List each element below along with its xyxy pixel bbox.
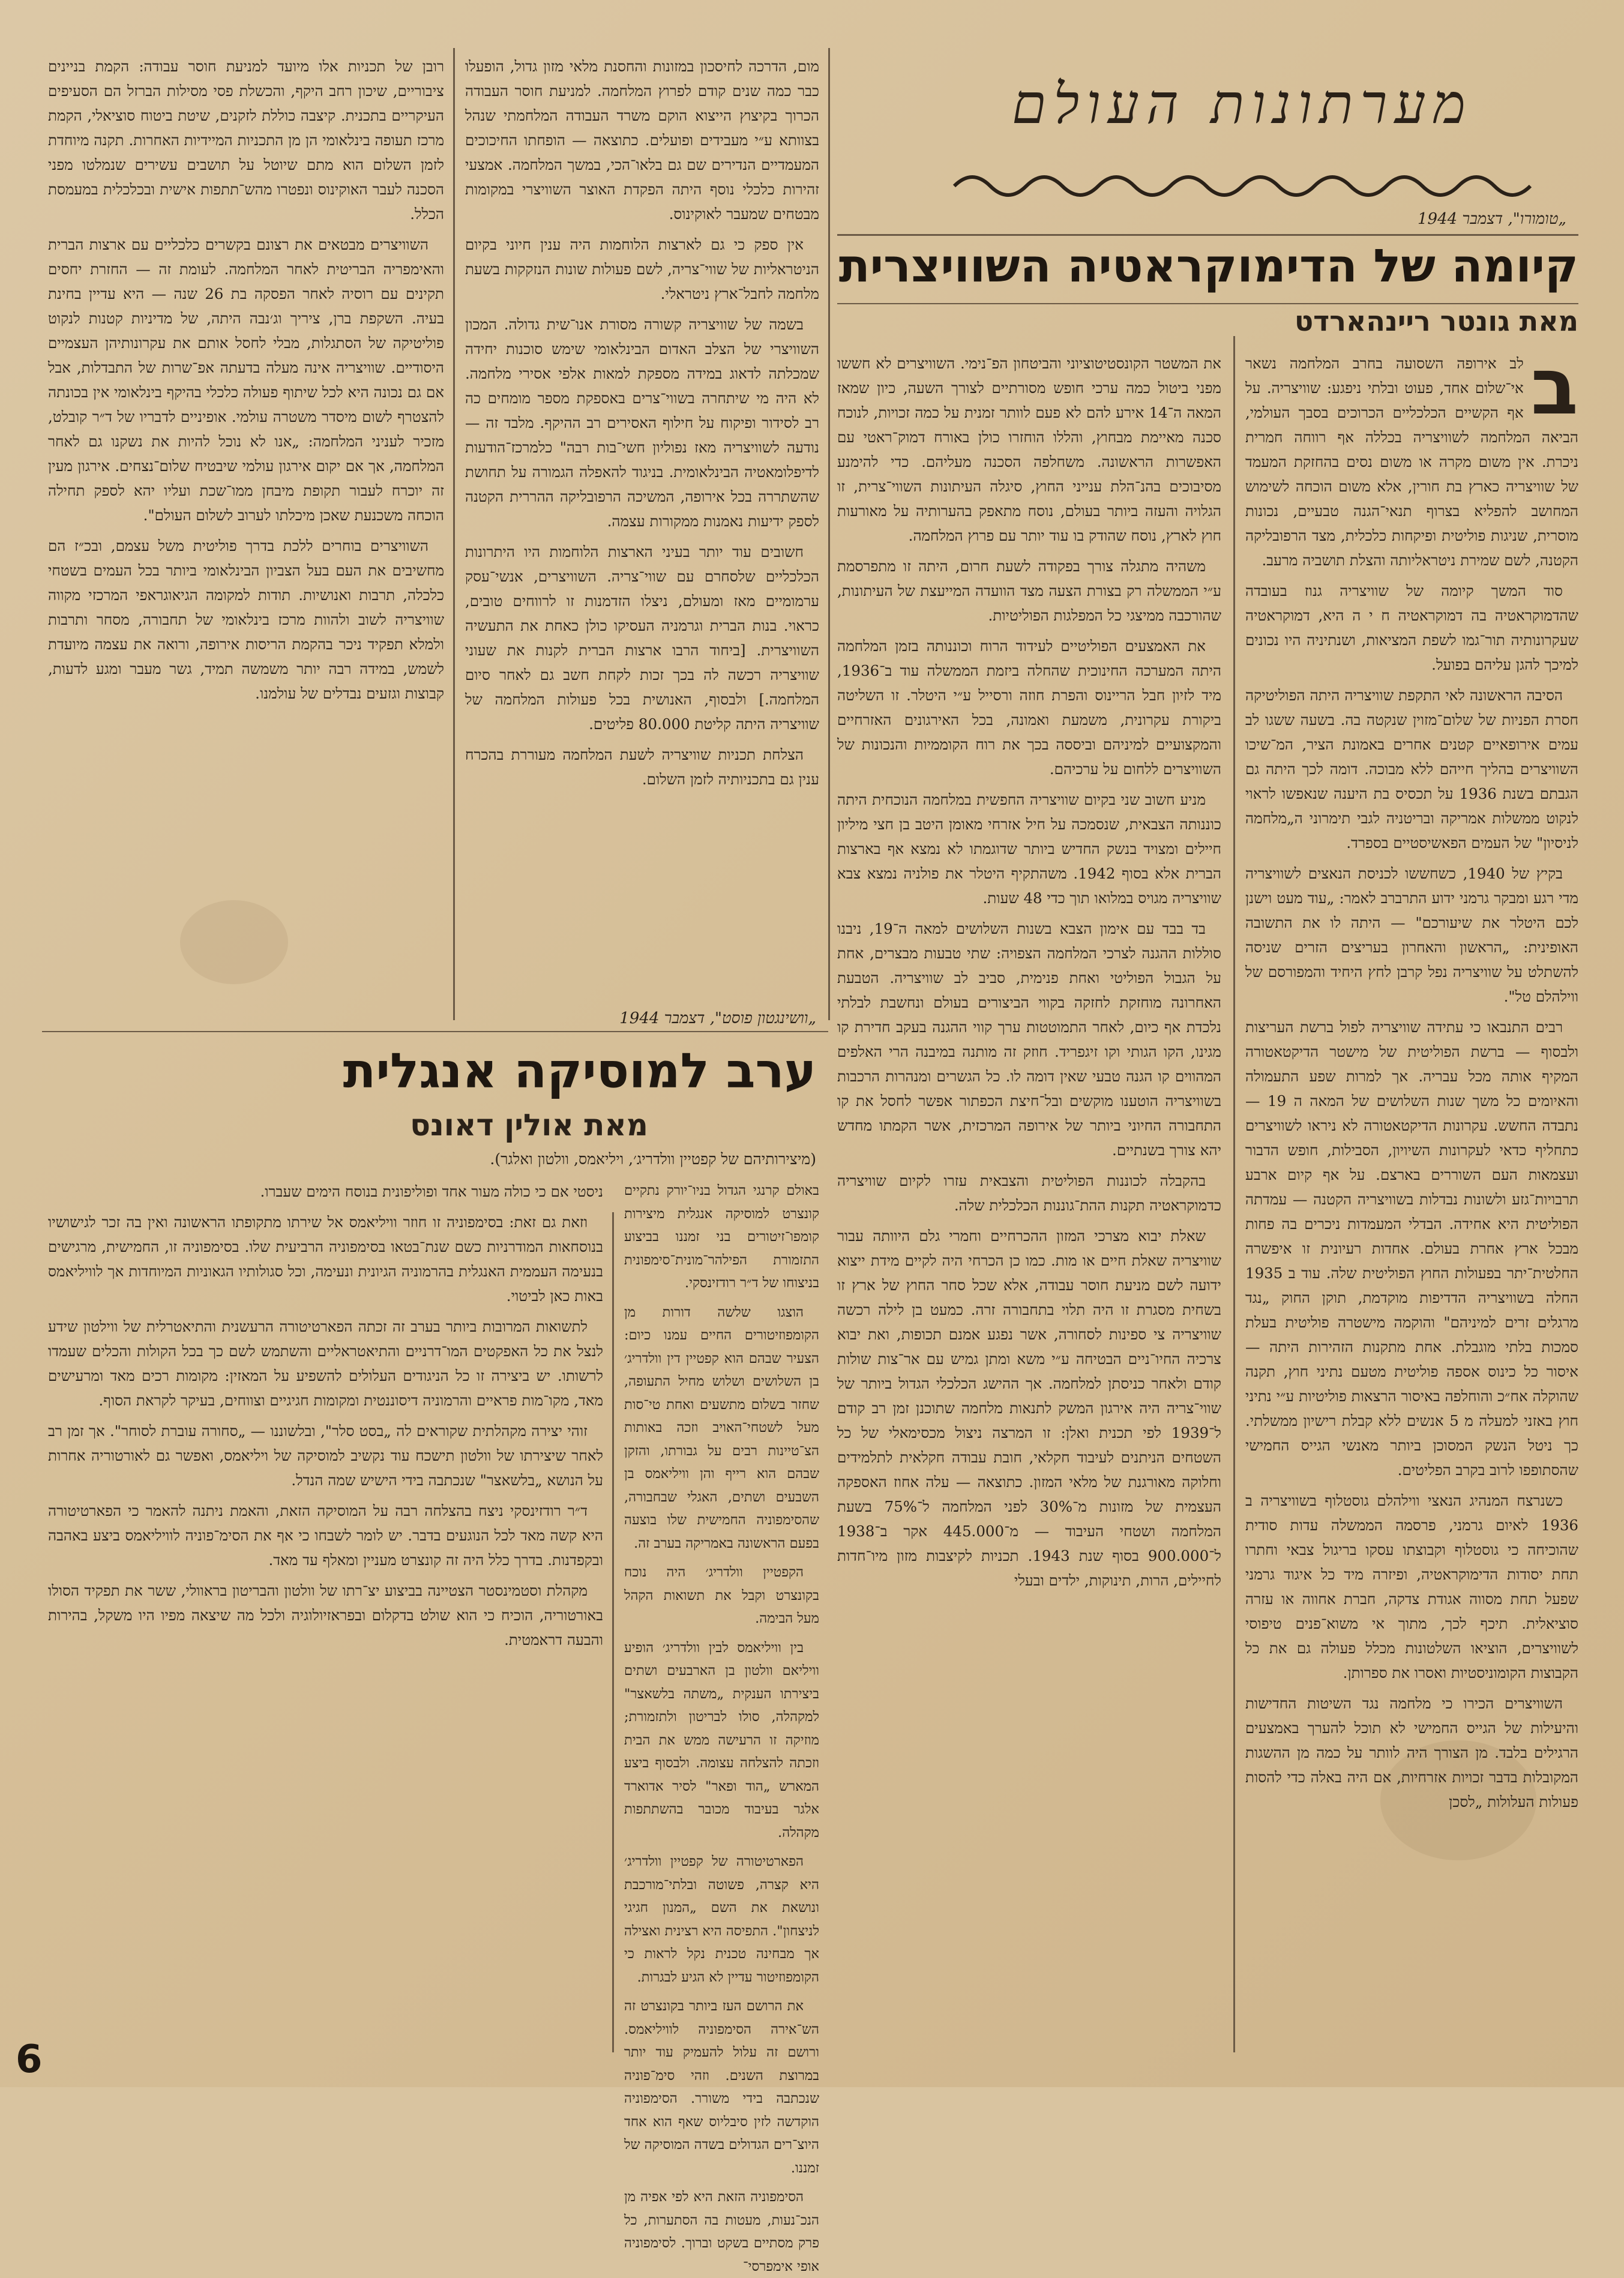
paragraph: זוהי יצירה מקהלתית שקוראים לה „בסט סלר", ובלשוננו — „סחורה עוברת לסוחר". אך זמן רב לאחר שיצירתו של וולטון תישכח עוד נקשיב למוסיקה של ויליאמס, ואפשר גם לאורטוריה אחרות על הנושא „בלשאצר" שנכתבה בידי הישיש שמה הנדל. (48, 1422, 603, 1489)
section-rule (42, 1031, 828, 1032)
paragraph: מום, הדרכה לחיסכון במזונות והחסנת מלאי מזון גדול, הופעלו כבר כמה שנים קודם לפרוץ המלחמה. למניעת חוסר העבודה הכרוך בקיצוץ הייצוא הוקם משרד העבודה המלחמתי שנהל בצוותא ע״י מעבידים ופועלים. כתוצאה — הופחתו החיכוכים המעמדיים הנדירים שם גם בלאו־הכי, במשך המלחמה. אמצעי זהירות כלכלי נוסף היתה הפקדת האוצר השוויצרי במקומות מבטחים שמעבר לאוקינוס. (465, 58, 819, 223)
logo-wave-ornament (954, 168, 1530, 204)
main-article-column-1 (1245, 341, 1578, 2049)
second-article-column-2 (48, 1179, 603, 2049)
masthead-logo (918, 48, 1566, 210)
main-article-column-4 (48, 54, 444, 1020)
paragraph: סוד המשך קיומה של שוויצריה גנוז בעובדה שהדמוקראטיה בה דמוקראטיה ח י ה היא, דמוקראטיה שעקרונותיה תור־גמו לשפת המציאות, ושנתיניה היו נכונים למיכך להגן עליהם בפועל. (1245, 582, 1578, 673)
paragraph: לתשואות המרובות ביותר בערב זה זכתה הפארטיטורה הרעשנית והתיאטרלית של ווילטון שידע לנצל את כל האפקטים המו־דרניים והתיאטראליים והשתמש לשם כך בכל הקולות והכלים שעמדו לרשותו. יש ביצירה זו כל הניגודים העלולים להשפיע על המאזין: מקומות רכים מאד ומרעישים מאד, מקו־מות פראיים והרמוניה דיסוננטית ומקומות חגיגיים וצווחים, בעיקר לקראת הסוף. (48, 1318, 603, 1409)
paragraph: רובן של תכניות אלו מיועד למניעת חוסר עבודה: הקמת בניינים ציבוריים, שיכון רחב היקף, והכשלת פסי מסילות הברזל הם הסעיפים העיקריים בתכנית. קיצבה כוללת לזקנים, שיטת ביטוח סוציאלי, הקמת מרכז תעופה בינלאומי הן מן התכניות המיידיות האחרות. תקנה מיוחדת לזמן השלום הוא מתם שיוטל על תושבים עשירים שנמלטו מפני הסכנה לעבר האוקינוס ונפטרו מהש־תתפות אישית ובכלכלית במעמסת הכלל. (48, 58, 444, 223)
paragraph: לב אירופה השסועה בחרב המלחמה נשאר אי־שלום אחד, פעוט ובלתי ניפגע: שוויצריה. על אף הקשיים הכלכליים הכרוכים בסבך העולמי, הביאה המלחמה לשוויצריה בכללה אף רווחה חמרית ניכרת. אין משום מקרה או משום נסים בהחזקת המעמד של שוויצריה כארץ בת חורין, אלא משום הוכחה לשימוש המחושב להפליא בצרוף תנאי־הגנה טבעיים, נכונות מוסרית, שניגות פוליטית ופיקחות כלכלית, מצד הרפובליקה הקטנה, לשם שמירת ניטראליותה והצלת תושביה מרעב. (1245, 355, 1578, 569)
second-article-source: „וושינגטון פוסט", דצמבר 1944 (619, 1009, 816, 1027)
paragraph: הסימפוניה הזאת היא לפי אפיה מן הנכ־נעות, מעטות בה הסתערות, כל פרק מסתיים בשקט וברוך. לסימפוניה אופי אימפרסי־ (624, 2189, 819, 2274)
second-article-column-1 (624, 1179, 819, 2274)
paragraph: בשמה של שוויצריה קשורה מסורת אנו־שית גדולה. המכון השוויצרי של הצלב האדום הבינלאומי שימש סוכנות יחידה שמכלתה לדאוג במידה מספקת למאות אלפי אסירי מלחמה. לא היה מי שיתחרה בשווי־צרים באספקת מספר מומחים כה רב לסידור ופיקוח על חילוף האסירים רב ההיקף. מלבד זה — נודעה לשוויצריה מאז נפוליון חשי־בות רבה" כלמרכז־הודעות לדיפלומאטיה הבינלאומית. בניגוד להאפלה הגמורה על תחושת שהשתררה בכל אירופה, המשיכה הרפובליקה ההררית הקטנה לספק ידיעות נאמנות ממקורות עצמה. (465, 316, 819, 530)
paragraph: משהיה מתגלה צורך בפקודה לשעת חרום, היתה זו מתפרסמת ע״י הממשלה רק בצורת הצעה מצד הוועדה המייעצת של העיתונות, שהורכבה ממיצגי כל המפלגות הפוליטיות. (837, 557, 1221, 624)
paragraph: שאלת יבוא מצרכי המזון ההכרחיים וחמרי גלם היוותה עבור שוויצריה שאלת חיים או מות. כמו כן הכרחי היה לקיים מידת ייצוא ידועה לשם מניעת חוסר עבודה, אלא שכל סחר החוץ של ארץ זו בשחית מסגרת זו היה תלוי בתחבורה זרה. כמעט בן לילה רכשה שוויצריה צי ספינות לסחורה, אשר נפגע אמנם תכופות, ואת יבוא צרכיה החיו־ניים הבטיחה ע״י משא ומתן גמיש עם אר־צות שולות קודם ולאחר כניסתן למלחמה. אך ההישג הכלכלי הגדול ביותר של שווי־צריה היה אירגון המשק לתנאות מלחמה שתוכנן זמן רב קודם ל־1939 לפי תכנית ואלן: זו המרצה ניצול מכסימאלי של כל השטחים הניתנים לעיבוד חקלאי, חובת עבודה חקלאית לתלמידים וחלוקה מאורגנת של מלאי המזון. כתוצאה — עלה אחוז האספקה העצמית של מזונות מ־30% לפני המלחמה ל־75% בשעת המלחמה ושטחי העיבוד — מ־445.000 אקר ב־1938 ל־900.000 בסוף שנת 1943. תכניות לקיצבות מזון מיו־חדות לחיילים, הרות, תינוקות, ילדים ובעלי (837, 1227, 1222, 1589)
second-article-headline: ערב למוסיקה אנגלית (343, 1043, 816, 1099)
main-article-byline: מאת גונטר ריינהארדט (1294, 305, 1578, 337)
second-article-byline: מאת אולין דאונס (410, 1108, 648, 1143)
column-rule (453, 48, 455, 1020)
paragraph: חשובים עוד יותר בעיני הארצות הלוחמות היו היתרונות הכלכליים שלסחרם עם שווי־צריה. השוויצרים, אנשי־עסק ערמומיים מאז ומעולם, ניצלו הזדמנות זו לרווחים טובים, כראוי. בנות הברית וגרמניה העסיקו כולן כאחת את התעשיה השוויצרית. [ביחוד הרבו ארצות הברית לקנות את שעוני שוויצריה רכשה לה בכך זכות לקחת חשב גם לאחר סיום המלחמה.] ולבסוף, האנושית בכל פעולות המלחמה של שוויצריה היתה קליטת 80.000 פליטים. (465, 543, 819, 733)
paragraph: כשנרצח המנהיג הנאצי ווילהלם גוסטלוף בשוויצריה ב 1936 לאיום גרמני, פרסמה הממשלה עדות סודית שהוכיחה כי גוסטלוף וקבוצתו עסקו בריגול צבאי וחתרו תחת יסודות הדימוקראטיה, ופיזרה מיד כל איגוד גרמני שפעל תחת מסווה אגודת צדקה, חברת אחווה או עזרה סוציאלית. תיכף לכך, מתוך אי משוא־פנים טיפוסי לשוויצרים, הוציאו השלטונות מכלל פעולה גם את כל הקבוצות הקומוניסטיות ואסרו את ספרותן. (1245, 1492, 1578, 1681)
paragraph: הפארטיטורה של קפטיין וולדריג׳ היא קצרה, פשוטה ובלתי־מורכבת ונושאת את השם „המנון חגיגי לניצחון". התפיסה היא רצינית ואצילה אך מבחינה טכנית נקל לראות כי הקומפוזיטור עדיין לא הגיע לבגרות. (624, 1854, 819, 1985)
paragraph: הצלחת תכניות שוויצריה לשעת המלחמה מעוררת בהכרח ענין גם בתכניותיה לזמן השלום. (465, 746, 819, 788)
paragraph: את הרושם העז ביותר בקונצרט זה הש־אירה הסימפוניה לוויליאמס. ורושם זה עלול להעמיק עוד יותר במרוצת השנים. וזהי סימ־פוניה שנכתבה בידי משורר. הסימפוניה הוקדשה לזין סיבליוס שאף הוא אחד היוצ־רים הגדולים בשדה המוסיקה של זמננו. (624, 1998, 819, 2176)
main-article-headline: קיומה של הדימוקראטיה השוויצרית (838, 239, 1578, 292)
paragraph: הוצגו שלשה דורות מן הקומפוזיטורים החיים עמנו כיום: הצעיר שבהם הוא קפטיין דין וולדריג׳ בן השלושים ושלוש מחיל התעופה, שחזר בשלום מתשעים ואחת טי־סות מעל לשטחי־האויב וזכה באותות הצ־טיינות רבים על גבורתו, והזקן שבהם הוא רייף והן וויליאמס בן השבעים ושתים, האגלי שבחבורה, שהסימפוניה החמישית שלו בוצעה בפעם הראשונה באמריקה בערב זה. (624, 1304, 819, 1551)
paragraph: ניסטי אם כי כולה מעור אחד ופוליפונית בנוסח הימים שעברו. (260, 1183, 603, 1200)
paragraph: אין ספק כי גם לארצות הלוחמות היה ענין חיוני בקיום הניטראליות של שווי־צריה, לשם פעולות שונות הנזקקות בשעת מלחמה לחבל־ארץ ניטראלי. (465, 236, 819, 302)
paragraph: וזאת גם זאת: בסימפוניה זו חוזר וויליאמס אל שירתו מתקופתו הראשונה ואין בה זכר לגישושיו בנוסחאות המודרניות כשם שנת־בטאו בסימפוניה הרביעית שלו. בסימפוניה זו, החמישית, מרגישים בנעימה העממית האנגלית בהרמוניה הגיונית ונעימה, וכל סגולותיו הגאוניות המיוחדות אך לוויליאמס באות כאן לביטוי. (48, 1213, 603, 1305)
paragraph: בהקבלה לכוננות הפוליטית והצבאית עזרו לקיום שוויצריה כדמוקראטיה תקנות ההת־גוננות הכלכלית שלה. (837, 1172, 1221, 1214)
paragraph: השוויצרים מבטאים את רצונם בקשרים כלכליים עם ארצות הברית והאימפריה הבריטית לאחר המלחמה. לעומת זה — החזרת יחסים תקינים עם רוסיה לאחר הפסקה בת 26 שנה — היא עדיין בחינת בעיה. השקפת ברן, ציריך וג׳נבה היתה, של מדיניות קטנות לנקוט פוליטיקה של הסתגלות, מבלי לחסל אותם את עקרונותיהן העצמיים היסודיים. שוויצריה אינה מעלה בדעתה אפ־שרות של התבדלות, אבל אם גם נכונה היא לכל שיתוף פעולה כלכלי בהיקף בינלאומי אין בכונתה להצטרף לשום מיסדר משטרה עולמי. אופיניים לדבריו של ד״ר קובלט, מזכיר לעניני המלחמה: „אנו לא נוכל להיות את נשקנו גם לאחר המלחמה, אך אם יקום אירגון עולמי שיבטיח שלום־נצחים. אירגון מעין זה יוכרח לעבור תקופת מיבחן ממו־שכת ועליו יהא לספק תחילה הוכחה משכנעת שאכן מיכלתו לערוב לשלום העולם". (48, 236, 444, 524)
main-article-source: „טומורו", דצמבר 1944 (1418, 210, 1566, 228)
main-article-column-3 (465, 54, 819, 1020)
main-article-column-2 (837, 351, 1221, 2049)
paragraph: בקיץ של 1940, כשחששו לכניסת הנאצים לשוויצריה מדי רגע ומבקר גרמני ידוע התרברב לאמר: „עוד מעט וישנן לכם היטלר את שיעורכם" — היתה לו את התשובה האופינית: „הראשון והאחרון בעריצים הזרים שניסה להשתלט על שוויצריה נפל קרבן לחץ היחיד והמפורסם של ווילהלם טל". (1245, 865, 1578, 1005)
paragraph: רבים התנבאו כי עתידה שוויצריה לפול ברשת העריצות ולבסוף — ברשת הפוליטית של מישטר הדיקטאטורה המקיף אותה מכל עבריה. אך למרות שפע התעמולה והאיומים כל משך שנות השלושים של המאה ה 19 — נתבדה החשש. עקרונות הדיקטאטורה לא ניראו לשוויצרים כתחליף כדאי לעקרונות השיויון, הסבילות, חופש הדבור ועצמאות העם השוררים בארצם. על אף קיום ארבע תרבויות־גזע ולשונות נבדלות בשוויצריה הקטנה — עמדתה הפוליטית היא אחידה. הבדלי המעמדות ניכרים בה פחות מבכל ארץ אחרת בעולם. אחדות רעיונית זו איפשרה החלטית־יתר בפעולות החוץ הפוליטית שלה. עוד ב 1935 החלה בשוויצריה הדדיפות מוקדמת, תוקן החוק „נגד מרגלים זרים למיניהם" והוקמה מישטרה פוליטית בעלת סמכות בלתי מוגבלת. אחת מתקנות הזהירות היתה — איסור כל כינוס אספה פוליטית מטעם נתיני חוץ, תקנה שהוקלה אח״כ והוחלפה באיסור הרצאות פוליטיות ע״י נתיני חוץ באזני למעלה מ 5 אנשים ללא קבלת רישיון ממשלתי. כך ניטל הנשק המסוכן ביותר מאנשי הגייס החמישי שהסתופפו לרוב בקרב הפליטים. (1245, 1018, 1578, 1479)
paragraph: מניע חשוב שני בקיום שוויצריה החפשית במלחמה הנוכחית היתה כוננותה הצבאית, שנסמכה על חיל אזרחי מאומן היטב בן חצי מיליון חיילים ומצויד בנשק החדיש ביותר שדוגמתו לא נמצא אף בארצות הברית אלא בסוף 1942. משהתקיף היטלר את פולניה נמצא צבא שוויצריה מגויס במלואו תוך כדי 48 שעות. (837, 791, 1221, 907)
paragraph: בד בבד עם אימון הצבא בשנות השלושים למאה ה־19, ניבנו סוללות ההגנה לצרכי המלחמה הצפויה: שתי טבעות מבצרים, אחת על הגבול הפוליטי ואחת פנימית, סביב לב שוויצריה. הטבעת האחרונה מוחזקת לחזקה בקווי הביצורים בעולם ונחשבת לבלתי נלכדת אף כיום, לאחר התמוטטות ערך קווי ההגנה בעקב חדירת קו מגינו, הקו הגותי וקו זיגפריד. חוזק זה מותנה במיבנה הרי האלפים המהווים קו הגנה טבעי שאין דומה לו. כל הגשרים ומנהרות הרכבות בשוויצריה הוטענו מוקשים ובל־חיצת הכפתור אפשר לחסל את קו התחבורה החיוני ביותר של אירופה המרכזית, אשר הקמתו מחדש יהא צורך בשנתיים. (837, 920, 1221, 1159)
paragraph: השוויצרים הכירו כי מלחמה נגד השיטות החדישות והיעילות של הגייס החמישי לא תוכל להערך באמצעים הרגילים בלבד. מן הצורך היה לוותר על כמה מן ההשגות המקובלות בדבר זכויות אזרחיות, אם היה באלה כדי להסות פעולות העלולות „לסכן (1245, 1695, 1578, 1811)
paragraph: את האמצעים הפוליטיים לעידוד הרוח וכוננותה בזמן המלחמה היתה המערכה החינוכית שהחלה ביזמת הממשלה עוד ב־1936, מיד לזיון חבל הריינוס והפרת חוזה ורסייל ע״י היטלר. זו השליטה ביקורת עקרונית, משמעת ואמונה, בכל האירגונים האזרחיים והמקצועיים למיניהם וביססה בכך את רוח הקוממיות והנכונות של השוויצרים ללחום על ערכיהם. (837, 637, 1221, 778)
paragraph: את המשטר הקונסטיטוציוני והביטחון הפ־נימי. השוויצרים לא חששו מפני ביטול כמה ערכי חופש מסורתיים לצורך השעה, כיון שמאז המאה ה־14 אירע להם לא פעם לוותר זמנית על כמה זכויות, לנוכח סכנה מאיימת מבחוץ, והללו הוחזרו כולן באורח דמוק־ראטי עם האפשרות הראשונה. משחלפה הסכנה מעליהם. כדי להימנע מסיבוכים בהנ־הלת ענייני החוץ, סיגלה העיתונות השווי־צרית, זו הגלויה והעזה ביותר בעולם, נוסח מתאפק בהערותיה על מאורעות חוץ לארץ, נוסח שהודק בו עוד יותר עם פרוץ המלחמה. (837, 355, 1221, 544)
paragraph: ד״ר רודזינסקי ניצח בהצלחה רבה על המוסיקה הזאת, והאמת ניתנה להאמר כי הפארטיטורה היא קשה מאד לכל הנוגעים בדבר. יש לומר לשבחו כי אף את הסימ־פוניה לוויליאמס ביצע באהבה ובקפדנות. בדרך כלל היה זה קונצרט מעניין ומאלף עד מאד. (48, 1502, 603, 1569)
paragraph: הקפטיין וולדריג׳ היה נוכח בקונצרט וקבל את תשואות הקהל מעל הבימה. (624, 1564, 819, 1626)
column-rule (828, 48, 830, 1020)
paragraph: מקהלת וסטמינסטר הצטיינה בביצוע יצ־רתו של וולטון והבריטון בראוולי, ששר את תפקיד הסולו באורטוריה, הוכיח כי הוא שולט בדקלום ובפראזיולוגיה ולכל מה שיצאה מפיו היו משקל, בהירות והבעה דראמטית. (48, 1582, 603, 1648)
dropcap: ב (1530, 341, 1578, 432)
page-number: 6 (16, 2037, 43, 2082)
logo-text: מערתונות העולם (1011, 72, 1473, 136)
paragraph: בין וויליאמס לבין וולדריג׳ הופיע וויליאם וולטון בן הארבעים ושתים ביצירתו הענקית „משתה בלשאצר" למקהלה, סולו לבריטון ולתזמורת; מוזיקה זו הרעישה ממש את הבית וזכתה להצלחה עצומה. ולבסוף ביצע המארש „הוד ופאר" לסיר אדוארד אלגר בעיבוד מכובר בהשתתפות מקהלה. (624, 1639, 819, 1841)
paragraph: הסיבה הראשונה לאי התקפת שוויצריה היתה הפוליטיקה חסרת הפניות של שלום־מזוין שנקטה בה. בשעה ששגו לב עמים אירופאיים קטנים אחרים באמונת הציר, המ־שיכו השוויצרים בהליך חייהם ללא מבוכה. דומה לכך היתה גם הגבתם בשנת 1936 על תכסיס בת היענה שנאפשו לראוי לנקוט ממשלות אמריקה ובריטניה לגבי תימרוני ה„מלחמה לניסיון" של העמים הפאשיסטיים בספרד. (1245, 687, 1578, 852)
second-article-credits: (מיצירותיהם של קפטיין וולדריג׳, ויליאמס, וולטון ואלגר). (490, 1150, 816, 1168)
paragraph: באולם קרנגי הגדול בניו־יורק נתקיים קונצרט למוסיקה אנגלית מיצירות קומפו־זיטורים בני זמננו בביצוע התזמורת הפילהר־מונית־סימפונית בניצוחו של ד״ר רודזינסקי. (624, 1183, 819, 1291)
column-rule (1233, 336, 1235, 2052)
paragraph: השוויצרים בוחרים ללכת בדרך פוליטית משל עצמם, ובכ״ז הם מחשיבים את העם בעל הצביון הבינלאומי ביותר בכל העמים בשטחי כלכלה, תרבות ואנושיות. תודות למקומה הגיאוגראפי המרכזי מקווה שוויצריה לשוב ולהוות מרכז בינלאומי של תחבורה, מסחר ותרבות ולמלא תפקיד ניכר בהקמת הריסות אירופה, ורואה את עצמה מיועדת לשמש, במידה רבה יותר משמשה תמיד, גשר מעבר ומגע לדעות, קבוצות וגזעים נבדלים של עולמנו. (48, 537, 444, 702)
column-rule (612, 1212, 614, 2052)
